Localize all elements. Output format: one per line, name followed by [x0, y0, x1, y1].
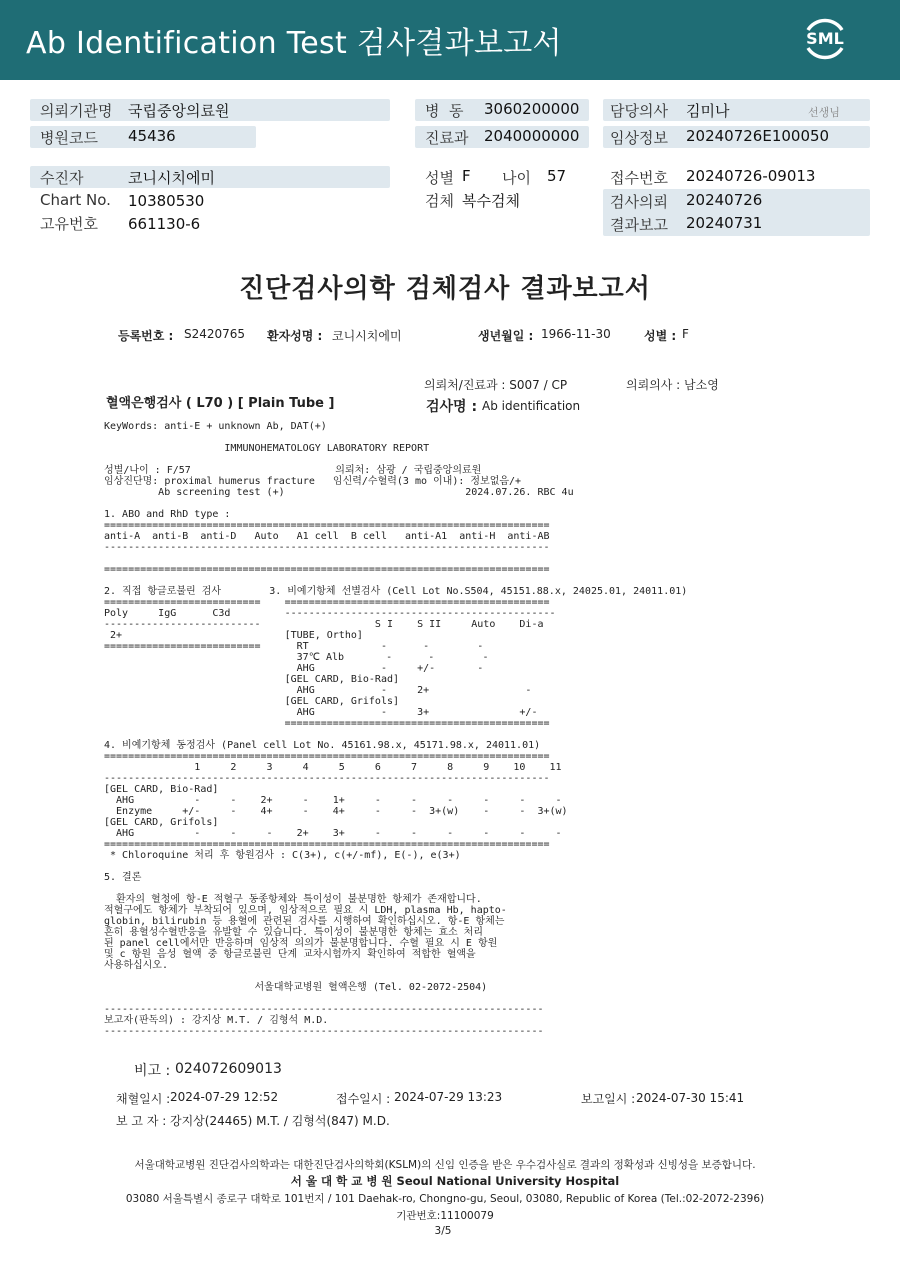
report-line: 4. 비예기항체 동정검사 (Panel cell Lot No. 45161.98.x, 45171.98.x, 24011.01): [104, 740, 541, 751]
referring-doctor: 의뢰의사 : 남소영: [626, 378, 719, 392]
chart-value: 10380530: [128, 192, 205, 210]
report-line: Enzyme +/- - 4+ - 4+ - - 3+(w) - - 3+(w): [104, 806, 568, 817]
report-line: -------------------------------------------------------------------------: [104, 1004, 544, 1015]
receive-label: 접수일시 :: [336, 1092, 391, 1106]
doc-sex-label: 성별 :: [644, 329, 677, 343]
dob-label: 생년월일 :: [478, 329, 534, 343]
remark-value: 024072609013: [175, 1061, 282, 1077]
request-label: 검사의뢰: [610, 193, 668, 211]
report-line: [104, 454, 687, 465]
institution-label: 의뢰기관명: [40, 102, 113, 120]
sex-value: F: [462, 167, 471, 185]
certification-text: 서울대학교병원 진단검사의학과는 대한진단검사의학회(KSLM)의 신임 인증을 받은 우수검사실로 결과의 정확성과 신빙성을 보증합니다.: [134, 1159, 756, 1171]
request-value: 20240726: [686, 191, 763, 209]
reg-value: S2420765: [184, 327, 246, 341]
clinical-value: 20240726E100050: [686, 127, 830, 145]
institution-number: 기관번호:11100079: [396, 1210, 494, 1222]
report-line: [104, 553, 687, 564]
test-name-value: Ab identification: [482, 399, 581, 413]
page-number: 3/5: [434, 1225, 452, 1237]
report-line: 5. 결론: [104, 872, 142, 883]
document-title: 진단검사의학 검체검사 결과보고서: [239, 274, 651, 304]
patient-label: 수진자: [40, 169, 84, 187]
specimen-value: 복수검체: [462, 192, 520, 210]
dept-value: 2040000000: [484, 127, 580, 145]
report-line: 적혈구에도 항체가 부착되어 있으며, 임상적으로 필요 시 LDH, plasma Hb, hapto-: [104, 905, 507, 916]
doc-sex-value: F: [682, 327, 689, 341]
doctor-suffix: 선생님: [808, 106, 840, 119]
report-line: ==========================================================================: [104, 751, 550, 762]
receive-value: 2024-07-29 13:23: [394, 1090, 503, 1104]
clinical-label: 임상정보: [610, 129, 668, 147]
referrer: 의뢰처/진료과 : S007 / CP: [424, 378, 568, 392]
reg-label: 등록번호 :: [118, 329, 174, 343]
report-line: 보고자(판독의) : 강지상 M.T. / 김형석 M.D.: [104, 1015, 329, 1026]
unique-value: 661130-6: [128, 215, 201, 233]
dob-value: 1966-11-30: [541, 327, 611, 341]
report-line: [GEL CARD, Bio-Rad]: [104, 784, 219, 795]
chart-label: Chart No.: [40, 191, 111, 209]
report-time-value: 2024-07-30 15:41: [636, 1091, 745, 1105]
report-line: 사용하십시오.: [104, 960, 168, 971]
ward-label: 병 동: [425, 102, 464, 120]
report-line: 2+ [TUBE, Ortho]: [104, 630, 363, 641]
reporter-value: 강지상(24465) M.T. / 김형석(847) M.D.: [170, 1114, 390, 1128]
report-line: [GEL CARD, Grifols]: [104, 696, 400, 707]
report-line: 2. 직접 항글로불린 검사 3. 비예기항체 선별검사 (Cell Lot No.S504, 45151.88.x, 24025.01, 24011.01): [104, 586, 688, 597]
report-line: anti-A anti-B anti-D Auto A1 cell B cell anti-A1 anti-H anti-AB: [104, 531, 550, 542]
report-line: 임상진단명: proximal humerus fracture 임신력/수혈력(3 mo 이내): 정보없음/+: [104, 476, 522, 487]
age-value: 57: [547, 167, 567, 185]
collect-value: 2024-07-29 12:52: [170, 1090, 279, 1104]
sex-label: 성별: [425, 169, 454, 187]
report-line: 흔히 용혈성수혈반응을 유발할 수 있습니다. 특이성이 불분명한 항체는 효소 처리: [104, 927, 483, 938]
page-title: Ab Identification Test 검사결과보고서: [26, 26, 562, 61]
test-group: 혈액은행검사 ( L70 ) [ Plain Tube ]: [106, 396, 335, 411]
report-line: 성별/나이 : F/57 의뢰처: 삼광 / 국립중앙의료원: [104, 465, 482, 476]
report-body: [104, 421, 687, 1037]
report-time-label: 보고일시 :: [581, 1092, 636, 1106]
report-line: 환자의 혈청에 항-E 적혈구 동종항체와 특이성이 불분명한 항체가 존재합니다.: [104, 894, 482, 905]
report-line: [GEL CARD, Grifols]: [104, 817, 219, 828]
report-line: -------------------------- S I S II Auto Di-a: [104, 619, 544, 630]
sml-logo: [800, 14, 850, 64]
hospital-code-label: 병원코드: [40, 129, 98, 147]
hospital-address: 03080 서울특별시 종로구 대학로 101번지 / 101 Daehak-ro, Chongno-gu, Seoul, 03080, Republic of Korea (Tel.:02-2072-2396): [125, 1193, 765, 1205]
report-line: Poly IgG C3d ---------------------------------------------: [104, 608, 556, 619]
report-line: --------------------------------------------------------------------------: [104, 773, 550, 784]
report-line: 서울대학교병원 혈액은행 (Tel. 02-2072-2504): [104, 982, 488, 993]
report-line: [104, 498, 687, 509]
report-line: -------------------------------------------------------------------------: [104, 1026, 544, 1037]
collect-label: 채혈일시 :: [116, 1092, 171, 1106]
report-line: IMMUNOHEMATOLOGY LABORATORY REPORT: [104, 443, 430, 454]
report-line: 37℃ Alb - - -: [104, 652, 489, 663]
report-line: [104, 729, 687, 740]
logo-text: SML: [806, 29, 844, 48]
report-line: 된 panel cell에서만 반응하며 임상적 의의가 불분명합니다. 수혈 필요 시 E 항원: [104, 938, 498, 949]
receipt-label: 접수번호: [610, 169, 668, 187]
report-line: [104, 861, 687, 872]
age-label: 나이: [502, 169, 531, 187]
report-line: [GEL CARD, Bio-Rad]: [104, 674, 400, 685]
report-line: [104, 883, 687, 894]
report-line: AHG - 2+ -: [104, 685, 532, 696]
institution-value: 국립중앙의료원: [128, 102, 230, 120]
test-name-label: 검사명 :: [426, 399, 478, 415]
report-date-value: 20240731: [686, 214, 763, 232]
hospital-name: 서 울 대 학 교 병 원 Seoul National University Hospital: [290, 1174, 620, 1188]
name-label: 환자성명 :: [267, 329, 323, 343]
report-line: [104, 575, 687, 586]
report-line: * Chloroquine 처리 후 항원검사 : C(3+), c(+/-mf), E(-), e(3+): [104, 850, 461, 861]
report-line: ==========================================================================: [104, 564, 550, 575]
report-line: AHG - - - 2+ 3+ - - - - - -: [104, 828, 562, 839]
report-line: --------------------------------------------------------------------------: [104, 542, 550, 553]
hospital-code-value: 45436: [128, 127, 176, 145]
report-line: ==========================================================================: [104, 520, 550, 531]
remark-label: 비고 :: [134, 1063, 171, 1079]
report-line: Ab screening test (+) 2024.07.26. RBC 4u: [104, 487, 574, 498]
report-line: ========================== ============================================: [104, 597, 550, 608]
report-line: 1 2 3 4 5 6 7 8 9 10 11: [104, 762, 562, 773]
doctor-label: 담당의사: [610, 102, 668, 120]
name-value: 코니시치에미: [332, 329, 402, 343]
ward-value: 3060200000: [484, 100, 580, 118]
report-line: ========================== RT - - -: [104, 641, 484, 652]
report-line: 및 c 항원 음성 혈액 중 항글로불린 단계 교차시험까지 확인하여 적합한 혈액을: [104, 949, 476, 960]
receipt-value: 20240726-09013: [686, 167, 816, 185]
specimen-label: 검체: [425, 192, 454, 210]
dept-label: 진료과: [425, 129, 469, 147]
report-line: ============================================: [104, 718, 550, 729]
report-line: [104, 432, 687, 443]
report-line: [104, 993, 687, 1004]
report-line: [104, 971, 687, 982]
report-line: AHG - - 2+ - 1+ - - - - - -: [104, 795, 562, 806]
report-line: AHG - +/- -: [104, 663, 484, 674]
report-line: KeyWords: anti-E + unknown Ab, DAT(+): [104, 421, 327, 432]
unique-label: 고유번호: [40, 215, 98, 233]
doctor-value: 김미나: [686, 102, 730, 120]
report-line: 1. ABO and RhD type :: [104, 509, 231, 520]
report-line: ==========================================================================: [104, 839, 550, 850]
report-line: globin, bilirubin 등 용혈에 관련된 검사를 시행하여 확인하십시오. 항-E 항체는: [104, 916, 505, 927]
report-date-label: 결과보고: [610, 216, 668, 234]
report-line: AHG - 3+ +/-: [104, 707, 538, 718]
reporter-label: 보 고 자 :: [116, 1114, 167, 1128]
patient-value: 코니시치에미: [128, 169, 215, 187]
